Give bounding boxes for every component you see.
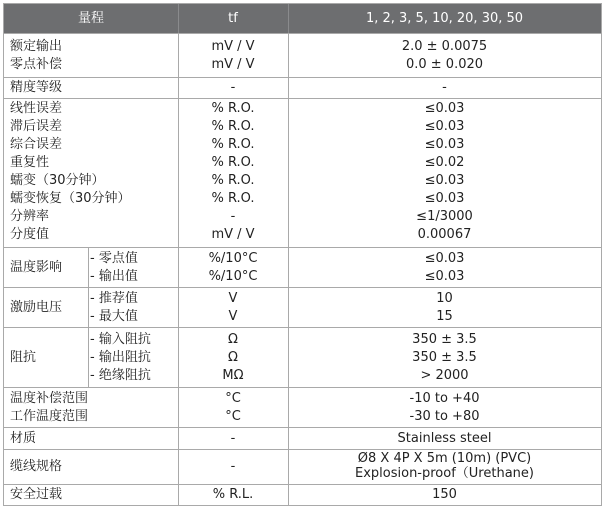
impedance-input-label: - 输入阻抗 [90, 332, 151, 347]
creep-unit: % R.O. [211, 173, 255, 188]
creep-recovery-label: 蠕变恢复（30分钟） [10, 191, 131, 206]
resolution-unit: - [230, 209, 236, 224]
creep-recovery-unit: % R.O. [211, 191, 255, 206]
impedance-insulation-label: - 绝缘阻抗 [90, 368, 151, 383]
combined-error-unit: % R.O. [211, 137, 255, 152]
excitation-maximum-value: 15 [436, 309, 453, 324]
division-unit: mV / V [211, 227, 255, 242]
creep-value: ≤0.03 [424, 173, 465, 188]
rated-output-value: 2.0 ± 0.0075 [401, 39, 488, 54]
impedance-insulation-unit: MΩ [222, 368, 244, 383]
group-cable [4, 449, 601, 484]
group-accuracy [4, 77, 601, 98]
safe-overload-unit: % R.L. [212, 487, 254, 502]
repeatability-value: ≤0.02 [424, 155, 465, 170]
combined-error-label: 综合误差 [10, 137, 63, 152]
repeatability-label: 重复性 [10, 155, 50, 170]
group-temp-range [4, 387, 601, 427]
division-label: 分度值 [10, 227, 50, 242]
nonlinearity-value: ≤0.03 [424, 101, 465, 116]
group-overload [4, 484, 601, 505]
resolution-label: 分辨率 [10, 209, 50, 224]
temp-output-unit: %/10°C [208, 269, 258, 284]
cable-value-line-1: Ø8 X 4P X 5m (10m) (PVC) [357, 451, 532, 466]
spec-table [3, 3, 602, 506]
zero-balance-unit: mV / V [211, 57, 255, 72]
combined-error-value: ≤0.03 [424, 137, 465, 152]
group-excitation [4, 287, 601, 327]
repeatability-unit: % R.O. [211, 155, 255, 170]
impedance-label: 阻抗 [10, 350, 37, 365]
accuracy-value: - [442, 80, 447, 95]
op-temp-label: 工作温度范围 [10, 409, 89, 424]
comp-temp-value: -10 to +40 [409, 391, 480, 406]
impedance-input-value: 350 ± 3.5 [412, 332, 477, 347]
group-errors [4, 98, 601, 247]
header-capacities: 1, 2, 3, 5, 10, 20, 30, 50 [365, 11, 524, 26]
cable-unit: - [230, 459, 236, 474]
cable-value-line-2: Explosion-proof（Urethane) [355, 466, 534, 481]
impedance-output-unit: Ω [228, 350, 238, 365]
header-tf: tf [228, 11, 238, 26]
hysteresis-unit: % R.O. [211, 119, 255, 134]
impedance-insulation-value: > 2000 [420, 368, 469, 383]
creep-label: 蠕变（30分钟） [10, 173, 105, 188]
group-output [4, 33, 601, 77]
group-temp-effect [4, 247, 601, 287]
cable-label: 缆线规格 [10, 459, 63, 474]
excitation-recommended-value: 10 [436, 291, 453, 306]
excitation-recommended-label: - 推荐值 [90, 291, 138, 306]
impedance-input-unit: Ω [228, 332, 238, 347]
excitation-label: 激励电压 [10, 300, 63, 315]
hysteresis-label: 滞后误差 [10, 119, 63, 134]
material-value: Stainless steel [397, 431, 492, 446]
group-material [4, 427, 601, 449]
header-range: 量程 [77, 11, 104, 26]
temp-effect-label: 温度影响 [10, 260, 63, 275]
impedance-output-label: - 输出阻抗 [90, 350, 151, 365]
group-impedance [4, 327, 601, 387]
op-temp-value: -30 to +80 [409, 409, 480, 424]
temp-zero-label: - 零点值 [90, 251, 138, 266]
temp-zero-value: ≤0.03 [424, 251, 465, 266]
excitation-maximum-unit: V [228, 309, 238, 324]
comp-temp-unit: °C [225, 391, 241, 406]
nonlinearity-label: 线性误差 [10, 101, 63, 116]
impedance-output-value: 350 ± 3.5 [412, 350, 477, 365]
table-header [4, 4, 601, 33]
comp-temp-label: 温度补偿范围 [10, 391, 89, 406]
nonlinearity-unit: % R.O. [211, 101, 255, 116]
zero-balance-label: 零点补偿 [10, 57, 63, 72]
excitation-maximum-label: - 最大值 [90, 309, 138, 324]
material-unit: - [230, 431, 236, 446]
safe-overload-label: 安全过载 [10, 487, 63, 502]
division-value: 0.00067 [417, 227, 472, 242]
accuracy-label: 精度等级 [10, 80, 63, 95]
accuracy-unit: - [230, 80, 236, 95]
rated-output-label: 额定输出 [10, 39, 63, 54]
resolution-value: ≤1/3000 [416, 209, 473, 224]
safe-overload-value: 150 [432, 487, 457, 502]
zero-balance-value: 0.0 ± 0.020 [405, 57, 484, 72]
temp-zero-unit: %/10°C [208, 251, 258, 266]
material-label: 材质 [10, 431, 37, 446]
rated-output-unit: mV / V [211, 39, 255, 54]
hysteresis-value: ≤0.03 [424, 119, 465, 134]
temp-output-value: ≤0.03 [424, 269, 465, 284]
creep-recovery-value: ≤0.03 [424, 191, 465, 206]
temp-output-label: - 输出值 [90, 269, 138, 284]
excitation-recommended-unit: V [228, 291, 238, 306]
op-temp-unit: °C [225, 409, 241, 424]
